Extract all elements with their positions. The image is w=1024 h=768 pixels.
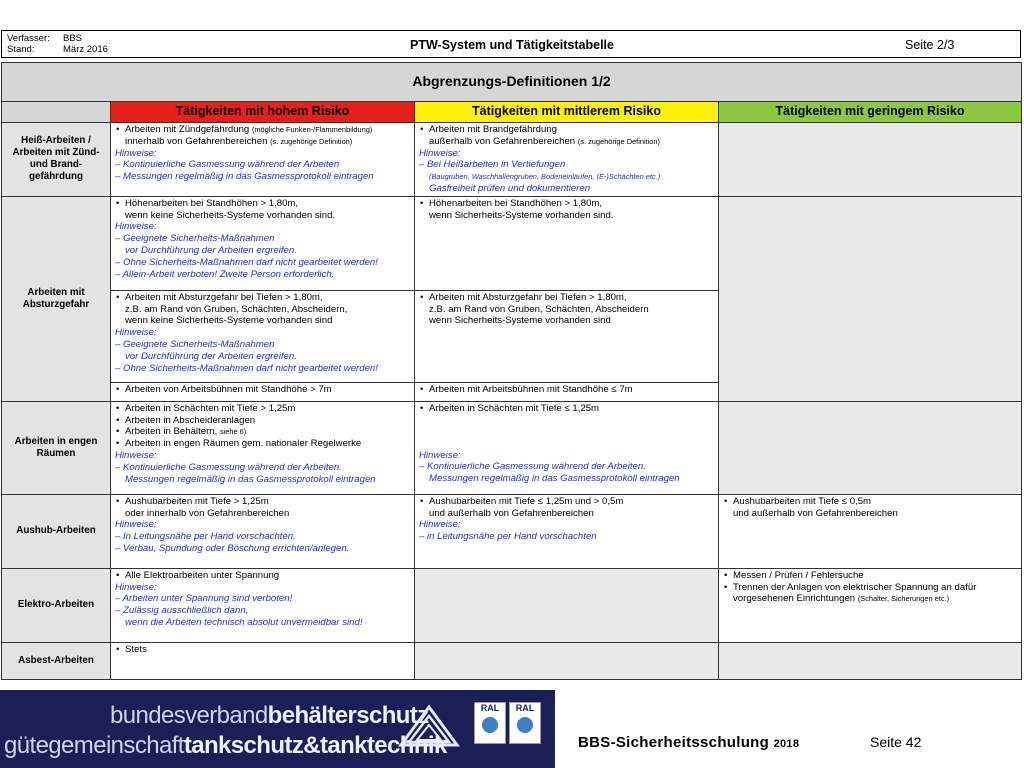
ral-seal-icon — [474, 702, 506, 744]
ral-seal-icon — [509, 702, 541, 744]
banner-line-2 — [4, 732, 447, 760]
conf-mid-hint-2: Messungen regelmäßig in das Gasmessprotokoll eintragen — [429, 473, 680, 485]
table-title: Abgrenzungs-Definitionen 1/2 — [2, 63, 1022, 102]
category-electrical: Elektro-Arbeiten — [2, 568, 111, 642]
table-row — [2, 568, 1022, 642]
fall1-mid-item: • Höhenarbeiten bei Standhöhen > 1,80m, — [419, 198, 714, 210]
course-year: 2018 — [773, 738, 800, 750]
exc-high-item: • Aushubarbeiten mit Tiefe > 1,25m — [115, 496, 410, 508]
category-confined-spaces: Arbeiten in engen Räumen — [2, 401, 111, 494]
exc-high-line: oder innerhalb von Gefahrenbereichen — [125, 507, 290, 519]
exc-mid-hint-label: Hinweise: — [419, 519, 461, 531]
table-row — [2, 401, 1022, 494]
document-title: PTW-System und Tätigkeitstabelle — [410, 38, 614, 52]
fall1-high-hint-3: – Allein-Arbeit verboten! Zweite Person erforderlich. — [115, 268, 335, 280]
slide-page-number: Seite 42 — [870, 734, 922, 750]
elec-high-hint-2: – Zulässig ausschließlich dann, — [115, 605, 249, 617]
exc-low-line: und außerhalb von Gefahrenbereichen — [733, 507, 898, 519]
fall2-high-item: • Arbeiten mit Absturzgefahr bei Tiefen > 1,80m, — [115, 292, 410, 304]
hot-high-item: Arbeiten mit Zündgefährdung — [125, 124, 250, 135]
association-banner — [0, 690, 555, 768]
cell-fall-low — [719, 196, 1022, 401]
elec-low-item-1: • Messen / Prüfen / Fehlersuche — [723, 570, 1017, 582]
cell-fall-2-medium — [415, 290, 719, 382]
fall1-high-hint-label: Hinweise: — [115, 221, 157, 233]
fall2-mid-line-2: wenn Sicherheits-Systeme vorhanden sind — [429, 315, 611, 327]
fall2-high-hint-1b: vor Durchführung der Arbeiten ergreifen. — [125, 350, 297, 362]
author-label: Verfasser: — [7, 33, 50, 44]
author-value: BBS — [63, 33, 83, 44]
date-value: März 2016 — [63, 44, 108, 55]
course-name: BBS-Sicherheitsschulung — [578, 734, 770, 751]
fall3-mid-item: • Arbeiten mit Arbeitsbühnen mit Standhöhe ≤ 7m — [419, 384, 714, 396]
definitions-table — [1, 62, 1022, 680]
hot-high-line-note: (s. zugehörige Definition) — [270, 136, 353, 146]
elec-high-item: • Alle Elektroarbeiten unter Spannung — [115, 570, 410, 582]
cell-fall-1-medium — [415, 196, 719, 290]
fall1-high-hint-1b: vor Durchführung der Arbeiten ergreifen. — [125, 244, 297, 256]
cell-excavation-medium — [415, 494, 719, 568]
cell-confined-medium — [415, 401, 719, 494]
banner-line-1-light: bundesverband — [110, 702, 268, 729]
document-header — [1, 30, 1021, 58]
category-hot-work: Heiß-Arbeiten / Arbeiten mit Zünd- und Brand-gefährdung — [2, 123, 111, 197]
corner-cell — [2, 102, 111, 123]
table-row — [2, 196, 1022, 290]
conf-mid-hint-label: Hinweise: — [419, 449, 461, 461]
cell-fall-3-high — [111, 382, 415, 401]
elec-low-line-note: (Schalter, Sicherungen etc.) — [857, 594, 950, 604]
cell-confined-low — [719, 401, 1022, 494]
category-fall-hazard: Arbeiten mit Absturzgefahr — [2, 196, 111, 401]
hot-high-hint-1: – Kontinuierliche Gasmessung während der Arbeiten — [115, 159, 340, 171]
conf-high-hint-label: Hinweise: — [115, 449, 157, 461]
hot-high-hint-label: Hinweise: — [115, 147, 157, 159]
conf-mid-item: • Arbeiten in Schächten mit Tiefe ≤ 1,25m — [419, 403, 714, 415]
course-title — [578, 734, 799, 751]
table-title-row — [2, 63, 1022, 102]
hot-mid-line: außerhalb von Gefahrenbereichen — [429, 135, 576, 147]
column-header-low-risk: Tätigkeiten mit geringem Risiko — [719, 102, 1022, 123]
cell-excavation-high — [111, 494, 415, 568]
ral-seal-label: RAL — [480, 703, 500, 713]
cell-hot-work-low — [719, 123, 1022, 197]
hot-mid-line-note: (s. zugehörige Definition) — [577, 136, 660, 146]
cell-excavation-low — [719, 494, 1022, 568]
fall2-mid-line-1: z.B. am Rand von Gruben, Schächten, Abscheidern — [429, 303, 649, 315]
hot-mid-hint-1: – Bei Heißarbeiten in Vertiefungen — [419, 159, 566, 171]
hot-high-line: innerhalb von Gefahrenbereichen — [125, 135, 268, 147]
fall2-high-hint-1: – Geeignete Sicherheits-Maßnahmen — [115, 338, 275, 350]
fall2-high-line-1: z.B. am Rand von Gruben, Schächten, Abscheidern, — [125, 303, 348, 315]
hot-high-hint-2: – Messungen regelmäßig in das Gasmessprotokoll eintragen — [115, 171, 374, 183]
column-header-row — [2, 102, 1022, 123]
cell-asbestos-low — [719, 642, 1022, 679]
cell-electrical-medium — [415, 568, 719, 642]
exc-mid-hint-1: – in Leitungsnähe per Hand vorschachten — [419, 531, 597, 543]
conf-high-item-1: • Arbeiten in Schächten mit Tiefe > 1,25m — [115, 403, 410, 415]
table-row — [2, 123, 1022, 197]
column-header-high-risk: Tätigkeiten mit hohem Risiko — [111, 102, 415, 123]
cell-fall-2-high — [111, 290, 415, 382]
cell-electrical-low — [719, 568, 1022, 642]
fall1-high-hint-1: – Geeignete Sicherheits-Maßnahmen — [115, 233, 275, 245]
hot-mid-hint-1-note: (Baugruben, Waschhallengruben, Bodeneinläufen, (E-)Schächten etc.) — [429, 172, 661, 182]
category-excavation: Aushub-Arbeiten — [2, 494, 111, 568]
elec-high-hint-2b: wenn die Arbeiten technisch absolut unvermeidbar sind! — [125, 616, 363, 628]
fall1-high-hint-2: – Ohne Sicherheits-Maßnahmen darf nicht gearbeitet werden! — [115, 256, 378, 268]
conf-high-item-3-note: siehe 6) — [219, 427, 247, 437]
cell-asbestos-medium — [415, 642, 719, 679]
hot-mid-item: • Arbeiten mit Brandgefährdung — [419, 124, 714, 136]
document-page-number: Seite 2/3 — [905, 38, 955, 52]
fall1-high-item: • Höhenarbeiten bei Standhöhen > 1,80m, — [115, 198, 410, 210]
column-header-medium-risk: Tätigkeiten mit mittlerem Risiko — [415, 102, 719, 123]
fall2-mid-item: • Arbeiten mit Absturzgefahr bei Tiefen > 1,80m, — [419, 292, 714, 304]
exc-high-hint-label: Hinweise: — [115, 519, 157, 531]
cell-asbestos-high — [111, 642, 415, 679]
exc-high-hint-1: – In Leitungsnähe per Hand vorschachten. — [115, 531, 296, 543]
category-asbestos: Asbest-Arbeiten — [2, 642, 111, 679]
table-row — [2, 494, 1022, 568]
banner-line-2-bold: tankschutz&tanktechnik — [183, 732, 447, 759]
fall2-high-line-2: wenn keine Sicherheits-Systeme vorhanden sind — [125, 315, 333, 327]
cell-electrical-high — [111, 568, 415, 642]
banner-line-1-bold: behälterschutz — [267, 702, 429, 729]
conf-high-item-4: • Arbeiten in engen Räumen gem. nationaler Regelwerke — [115, 438, 410, 450]
hot-mid-hint-2: Gasfreiheit prüfen und dokumentieren — [429, 182, 591, 194]
cell-confined-high — [111, 401, 415, 494]
cell-hot-work-high — [111, 123, 415, 197]
date-label: Stand: — [7, 44, 35, 55]
banner-line-1 — [110, 702, 429, 730]
conf-mid-hint-1: – Kontinuierliche Gasmessung während der Arbeiten. — [419, 461, 646, 473]
asb-high-item: • Stets — [115, 644, 410, 656]
triangle-logo-icon — [398, 704, 460, 748]
cell-fall-1-high — [111, 196, 415, 290]
elec-high-hint-label: Hinweise: — [115, 581, 157, 593]
table-row — [2, 642, 1022, 679]
cell-fall-3-medium — [415, 382, 719, 401]
conf-high-hint-1: – Kontinuierliche Gasmessung während der Arbeiten. — [115, 461, 342, 473]
exc-mid-line: und außerhalb von Gefahrenbereichen — [429, 507, 594, 519]
conf-high-item-2: • Arbeiten in Abscheideranlagen — [115, 415, 410, 427]
conf-high-hint-2: Messungen regelmäßig in das Gasmessprotokoll eintragen — [125, 473, 376, 485]
slide-footer — [0, 690, 1024, 768]
exc-low-item: • Aushubarbeiten mit Tiefe ≤ 0,5m — [723, 496, 1017, 508]
cell-hot-work-medium — [415, 123, 719, 197]
fall1-high-line: wenn keine Sicherheits-Systeme vorhanden sind. — [125, 209, 336, 221]
fall2-high-hint-2: – Ohne Sicherheits-Maßnahmen darf nicht gearbeitet werden! — [115, 362, 378, 374]
banner-line-2-light: gütegemeinschaft — [4, 732, 184, 759]
elec-low-line: vorgesehenen Einrichtungen — [733, 593, 856, 605]
fall2-high-hint-label: Hinweise: — [115, 327, 157, 339]
exc-mid-item: • Aushubarbeiten mit Tiefe ≤ 1,25m und > 0,5m — [419, 496, 714, 508]
fall1-mid-line: wenn Sicherheits-Systeme vorhanden sind. — [429, 209, 614, 221]
fall3-high-item: • Arbeiten von Arbeitsbühnen mit Standhöhe > 7m — [115, 384, 410, 396]
elec-high-hint-1: – Arbeiten unter Spannung sind verboten! — [115, 593, 293, 605]
ral-seal-label: RAL — [515, 703, 535, 713]
exc-high-hint-2: – Verbau, Spundung oder Böschung errichten/anlegen. — [115, 542, 350, 554]
hot-mid-hint-label: Hinweise: — [419, 147, 461, 159]
hot-high-item-note: (mögliche Funken-/Flammenbildung) — [251, 125, 373, 134]
conf-high-item-3: Arbeiten in Behältern, — [125, 426, 218, 438]
elec-low-item-2: • Trennen der Anlagen von elektrischer Spannung an dafür — [723, 582, 1017, 594]
